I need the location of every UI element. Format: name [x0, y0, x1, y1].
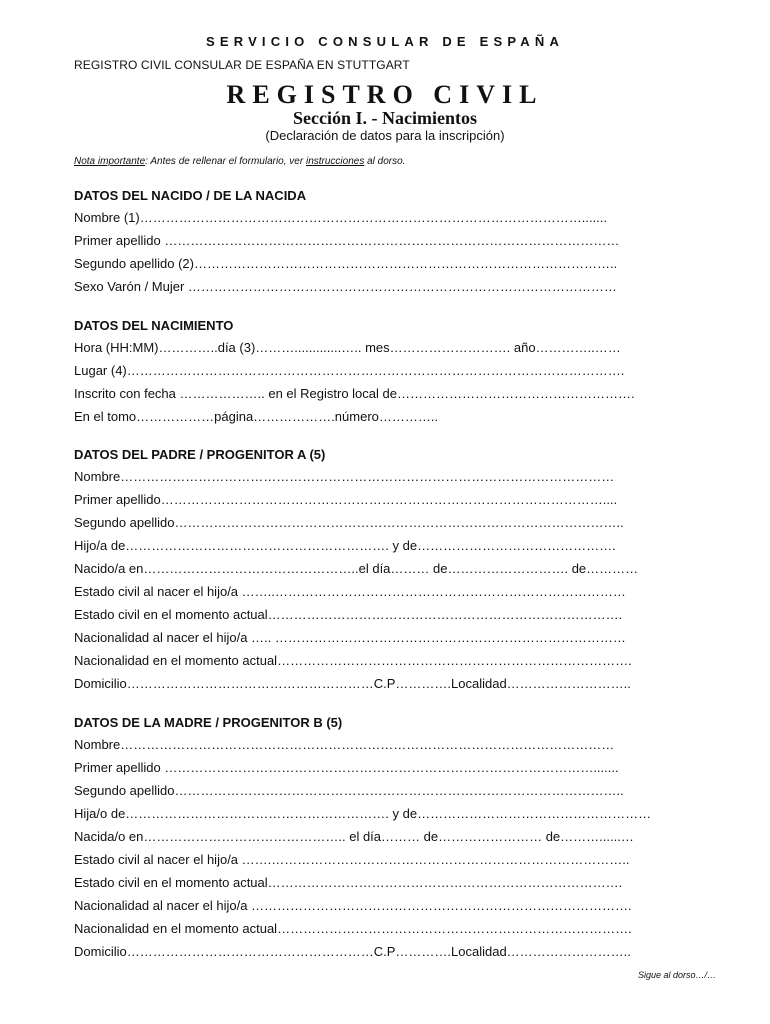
field-estado-civil-nacer-padre[interactable]: Estado civil al nacer el hijo/a ……..………………………………………………………………………: [74, 584, 626, 599]
note-text-before: : Antes de rellenar el formulario, ver: [145, 156, 306, 167]
field-nacionalidad-actual-madre[interactable]: Nacionalidad en el momento actual……………………………………………………………………….: [74, 921, 632, 936]
instructions-link: instrucciones: [305, 156, 365, 167]
field-primer-apellido-madre[interactable]: Primer apellido ……………………………………………………………………………………….......: [74, 760, 619, 775]
continue-note: Sigue al dorso…/…: [637, 970, 716, 980]
important-note: [74, 156, 405, 167]
section-title: Sección I. - Nacimientos: [293, 108, 477, 128]
registry-header: REGISTRO CIVIL CONSULAR DE ESPAÑA EN STUTTGART: [74, 58, 410, 72]
field-nacionalidad-nacer-padre[interactable]: Nacionalidad al nacer el hijo/a ….. ………………………………………………………………………: [74, 630, 626, 645]
field-sexo-nacido[interactable]: Sexo Varón / Mujer ………………………………………………………………………………………: [74, 279, 617, 294]
section-nacimiento-title: DATOS DEL NACIMIENTO: [74, 318, 234, 333]
section-madre-title: DATOS DE LA MADRE / PROGENITOR B (5): [74, 715, 343, 730]
section-nacido-title: DATOS DEL NACIDO / DE LA NACIDA: [74, 188, 307, 203]
field-nacionalidad-actual-padre[interactable]: Nacionalidad en el momento actual……………………………………………………………………….: [74, 653, 632, 668]
field-estado-civil-actual-padre[interactable]: Estado civil en el momento actual……………………………………………………………………….: [74, 607, 623, 622]
field-segundo-apellido-madre[interactable]: Segundo apellido…………………………………………………………………………………………..: [74, 783, 624, 798]
field-primer-apellido-nacido[interactable]: Primer apellido ……………………………………………………………………………………………: [74, 233, 620, 248]
field-domicilio-madre[interactable]: Domicilio…………………………………………………C.P………….Localidad………………………..: [74, 944, 631, 959]
field-segundo-apellido-padre[interactable]: Segundo apellido…………………………………………………………………………………………..: [74, 515, 624, 530]
field-estado-civil-actual-madre[interactable]: Estado civil en el momento actual……………………………………………………………………….: [74, 875, 623, 890]
field-nombre-nacido[interactable]: Nombre (1)………………………………………………………………………………………….......: [74, 210, 608, 225]
field-nacida-en-madre[interactable]: Nacida/o en……………………………………….. el día……… de…………………… de………......…: [74, 829, 634, 844]
field-domicilio-padre[interactable]: Domicilio…………………………………………………C.P………….Localidad………………………..: [74, 676, 631, 691]
field-nacionalidad-nacer-madre[interactable]: Nacionalidad al nacer el hijo/a …………………………………………………………………………….: [74, 898, 632, 913]
field-hijo-de-padre[interactable]: Hijo/a de……………………………………………………. y de……………………………………….: [74, 538, 616, 553]
section-padre-title: DATOS DEL PADRE / PROGENITOR A (5): [74, 447, 326, 462]
note-text-after: al dorso.: [364, 156, 406, 167]
field-tomo-pagina[interactable]: En el tomo………………página……………….número…………..: [74, 409, 439, 424]
field-hora-fecha[interactable]: Hora (HH:MM)…………..día (3)……….............….. mes………………………. año…………..……: [74, 340, 621, 355]
field-hija-de-madre[interactable]: Hija/o de……………………………………………………. y de………………………………………………: [74, 806, 652, 821]
page-title: REGISTRO CIVIL: [226, 80, 544, 109]
service-header: SERVICIO CONSULAR DE ESPAÑA: [205, 34, 565, 49]
field-nombre-padre[interactable]: Nombre……………………………………………………………………………………………………: [74, 469, 615, 484]
field-lugar[interactable]: Lugar (4)…………………………………………………………………………………………………….: [74, 363, 625, 378]
field-nacido-en-padre[interactable]: Nacido/a en…………………………………………..el día……… de………………………. de…………: [74, 561, 639, 576]
field-nombre-madre[interactable]: Nombre……………………………………………………………………………………………………: [74, 737, 615, 752]
field-primer-apellido-padre[interactable]: Primer apellido…………………………………………………………………………………………....: [74, 492, 618, 507]
form-subtitle: (Declaración de datos para la inscripción): [265, 128, 505, 143]
field-estado-civil-nacer-madre[interactable]: Estado civil al nacer el hijo/a …….………………………………………………………………………..: [74, 852, 630, 867]
field-segundo-apellido-nacido[interactable]: Segundo apellido (2)……………………………………………………………………………………..: [74, 256, 618, 271]
note-label: Nota importante: [74, 156, 146, 167]
field-inscrito[interactable]: Inscrito con fecha ……………….. en el Registro local de……………………………………………….: [74, 386, 635, 401]
